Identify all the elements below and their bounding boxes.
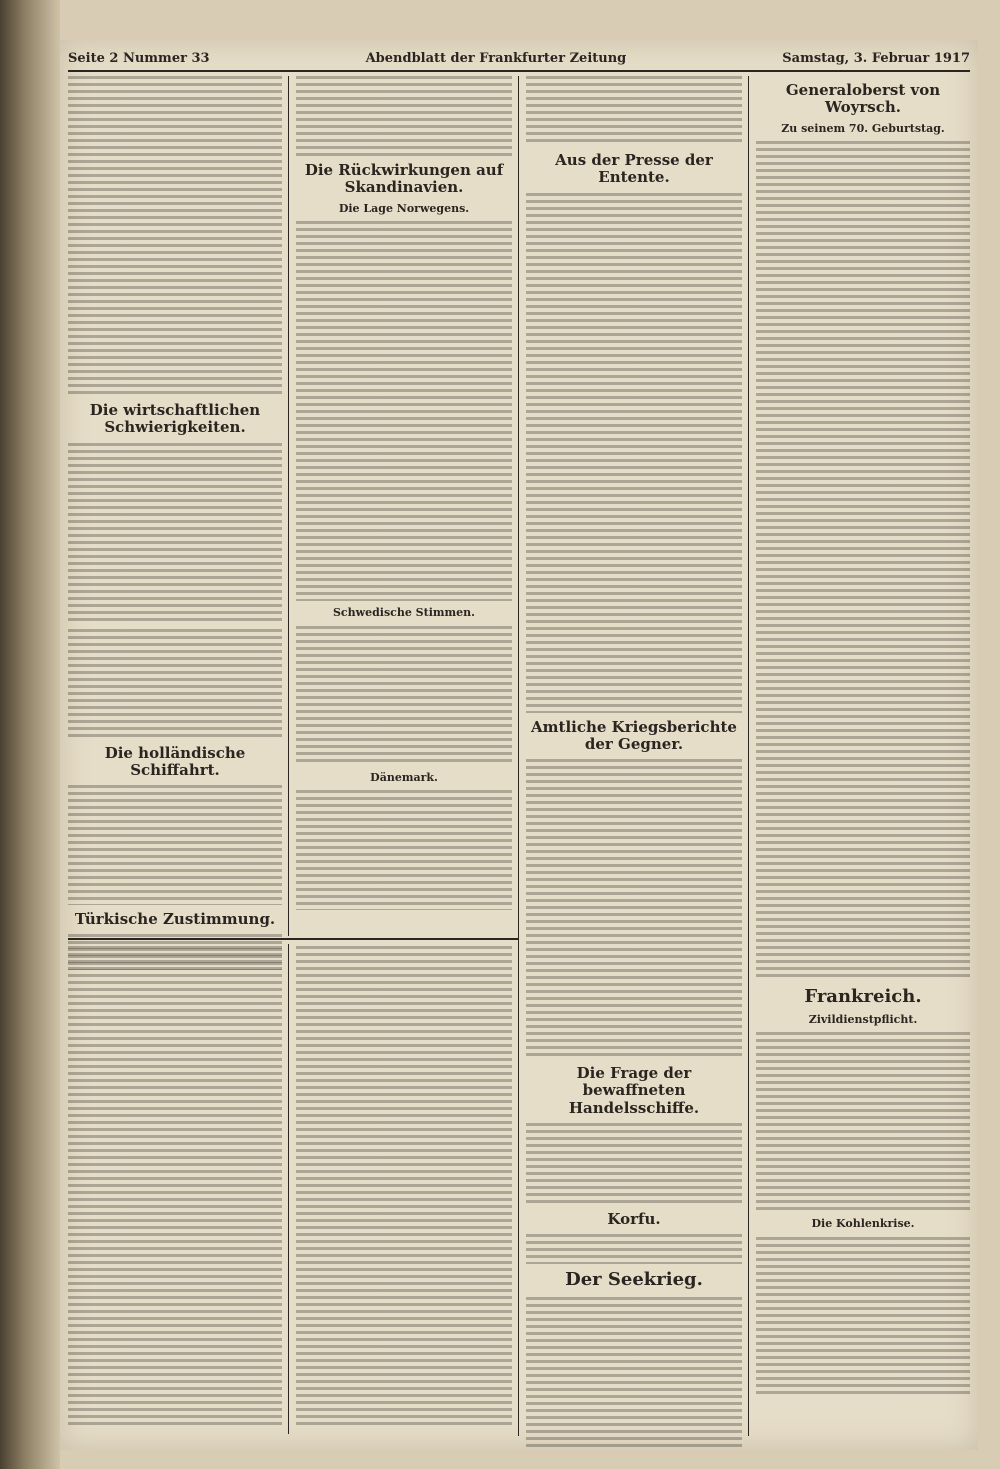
subheadline: Zivildienstpflicht. — [808, 1012, 918, 1026]
headline: Amtliche Kriegsberichte der Gegner. — [531, 717, 737, 753]
headline: Frankreich. — [804, 986, 922, 1008]
masthead — [68, 46, 970, 72]
article-text — [68, 785, 282, 905]
article-text — [526, 76, 742, 146]
headline: Türkische Zustimmung. — [74, 910, 276, 928]
subheadline: Die Lage Norwegens. — [338, 201, 470, 215]
column-rule — [748, 76, 749, 1436]
column-rule — [288, 944, 289, 1434]
article-text — [296, 626, 512, 766]
subheadline: Schwedische Stimmen. — [332, 606, 475, 620]
issue-date: Samstag, 3. Februar 1917 — [782, 50, 970, 66]
article-text — [526, 759, 742, 1059]
headline: Aus der Presse der Entente. — [555, 151, 713, 187]
article-text — [526, 1123, 742, 1205]
subheadline: Zu seinem 70. Geburtstag. — [781, 121, 945, 135]
article-text — [756, 1032, 970, 1212]
article-text — [296, 946, 512, 1426]
headline: Die Frage der bewaffneten Handelsschiffe. — [568, 1064, 700, 1117]
page-number: Seite 2 Nummer 33 — [68, 50, 210, 66]
book-binding-gutter — [0, 0, 60, 1469]
subheadline: Die Kohlenkrise. — [811, 1217, 915, 1231]
column-3 — [526, 76, 742, 1447]
headline: Generaloberst von Woyrsch. — [785, 81, 941, 117]
headline: Der Seekrieg. — [565, 1269, 703, 1290]
article-text — [68, 76, 282, 396]
column-rule — [518, 76, 519, 1436]
column-2 — [296, 76, 512, 910]
column-rule — [288, 76, 289, 936]
column-1 — [68, 76, 282, 970]
headline: Die holländische Schiffahrt. — [104, 743, 246, 779]
feuilleton-column-1 — [68, 946, 282, 1426]
article-text — [296, 76, 512, 156]
headline: Die Rückwirkungen auf Skandinavien. — [304, 161, 504, 197]
article-text — [756, 1237, 970, 1397]
newspaper-page — [60, 40, 978, 1450]
article-text — [296, 790, 512, 910]
headline: Korfu. — [607, 1209, 661, 1228]
feuilleton-column-2 — [296, 946, 512, 1426]
column-4 — [756, 76, 970, 1397]
article-text — [526, 193, 742, 713]
article-text — [526, 1297, 742, 1447]
article-text — [68, 946, 282, 1426]
headline: Die wirtschaftlichen Schwierigkeiten. — [89, 401, 261, 437]
newspaper-title: Abendblatt der Frankfurter Zeitung — [365, 50, 627, 66]
article-text — [756, 141, 970, 981]
article-text — [526, 1234, 742, 1264]
article-text — [296, 221, 512, 601]
subheadline: Dänemark. — [370, 770, 438, 784]
article-text — [68, 443, 282, 621]
article-text — [68, 629, 282, 739]
